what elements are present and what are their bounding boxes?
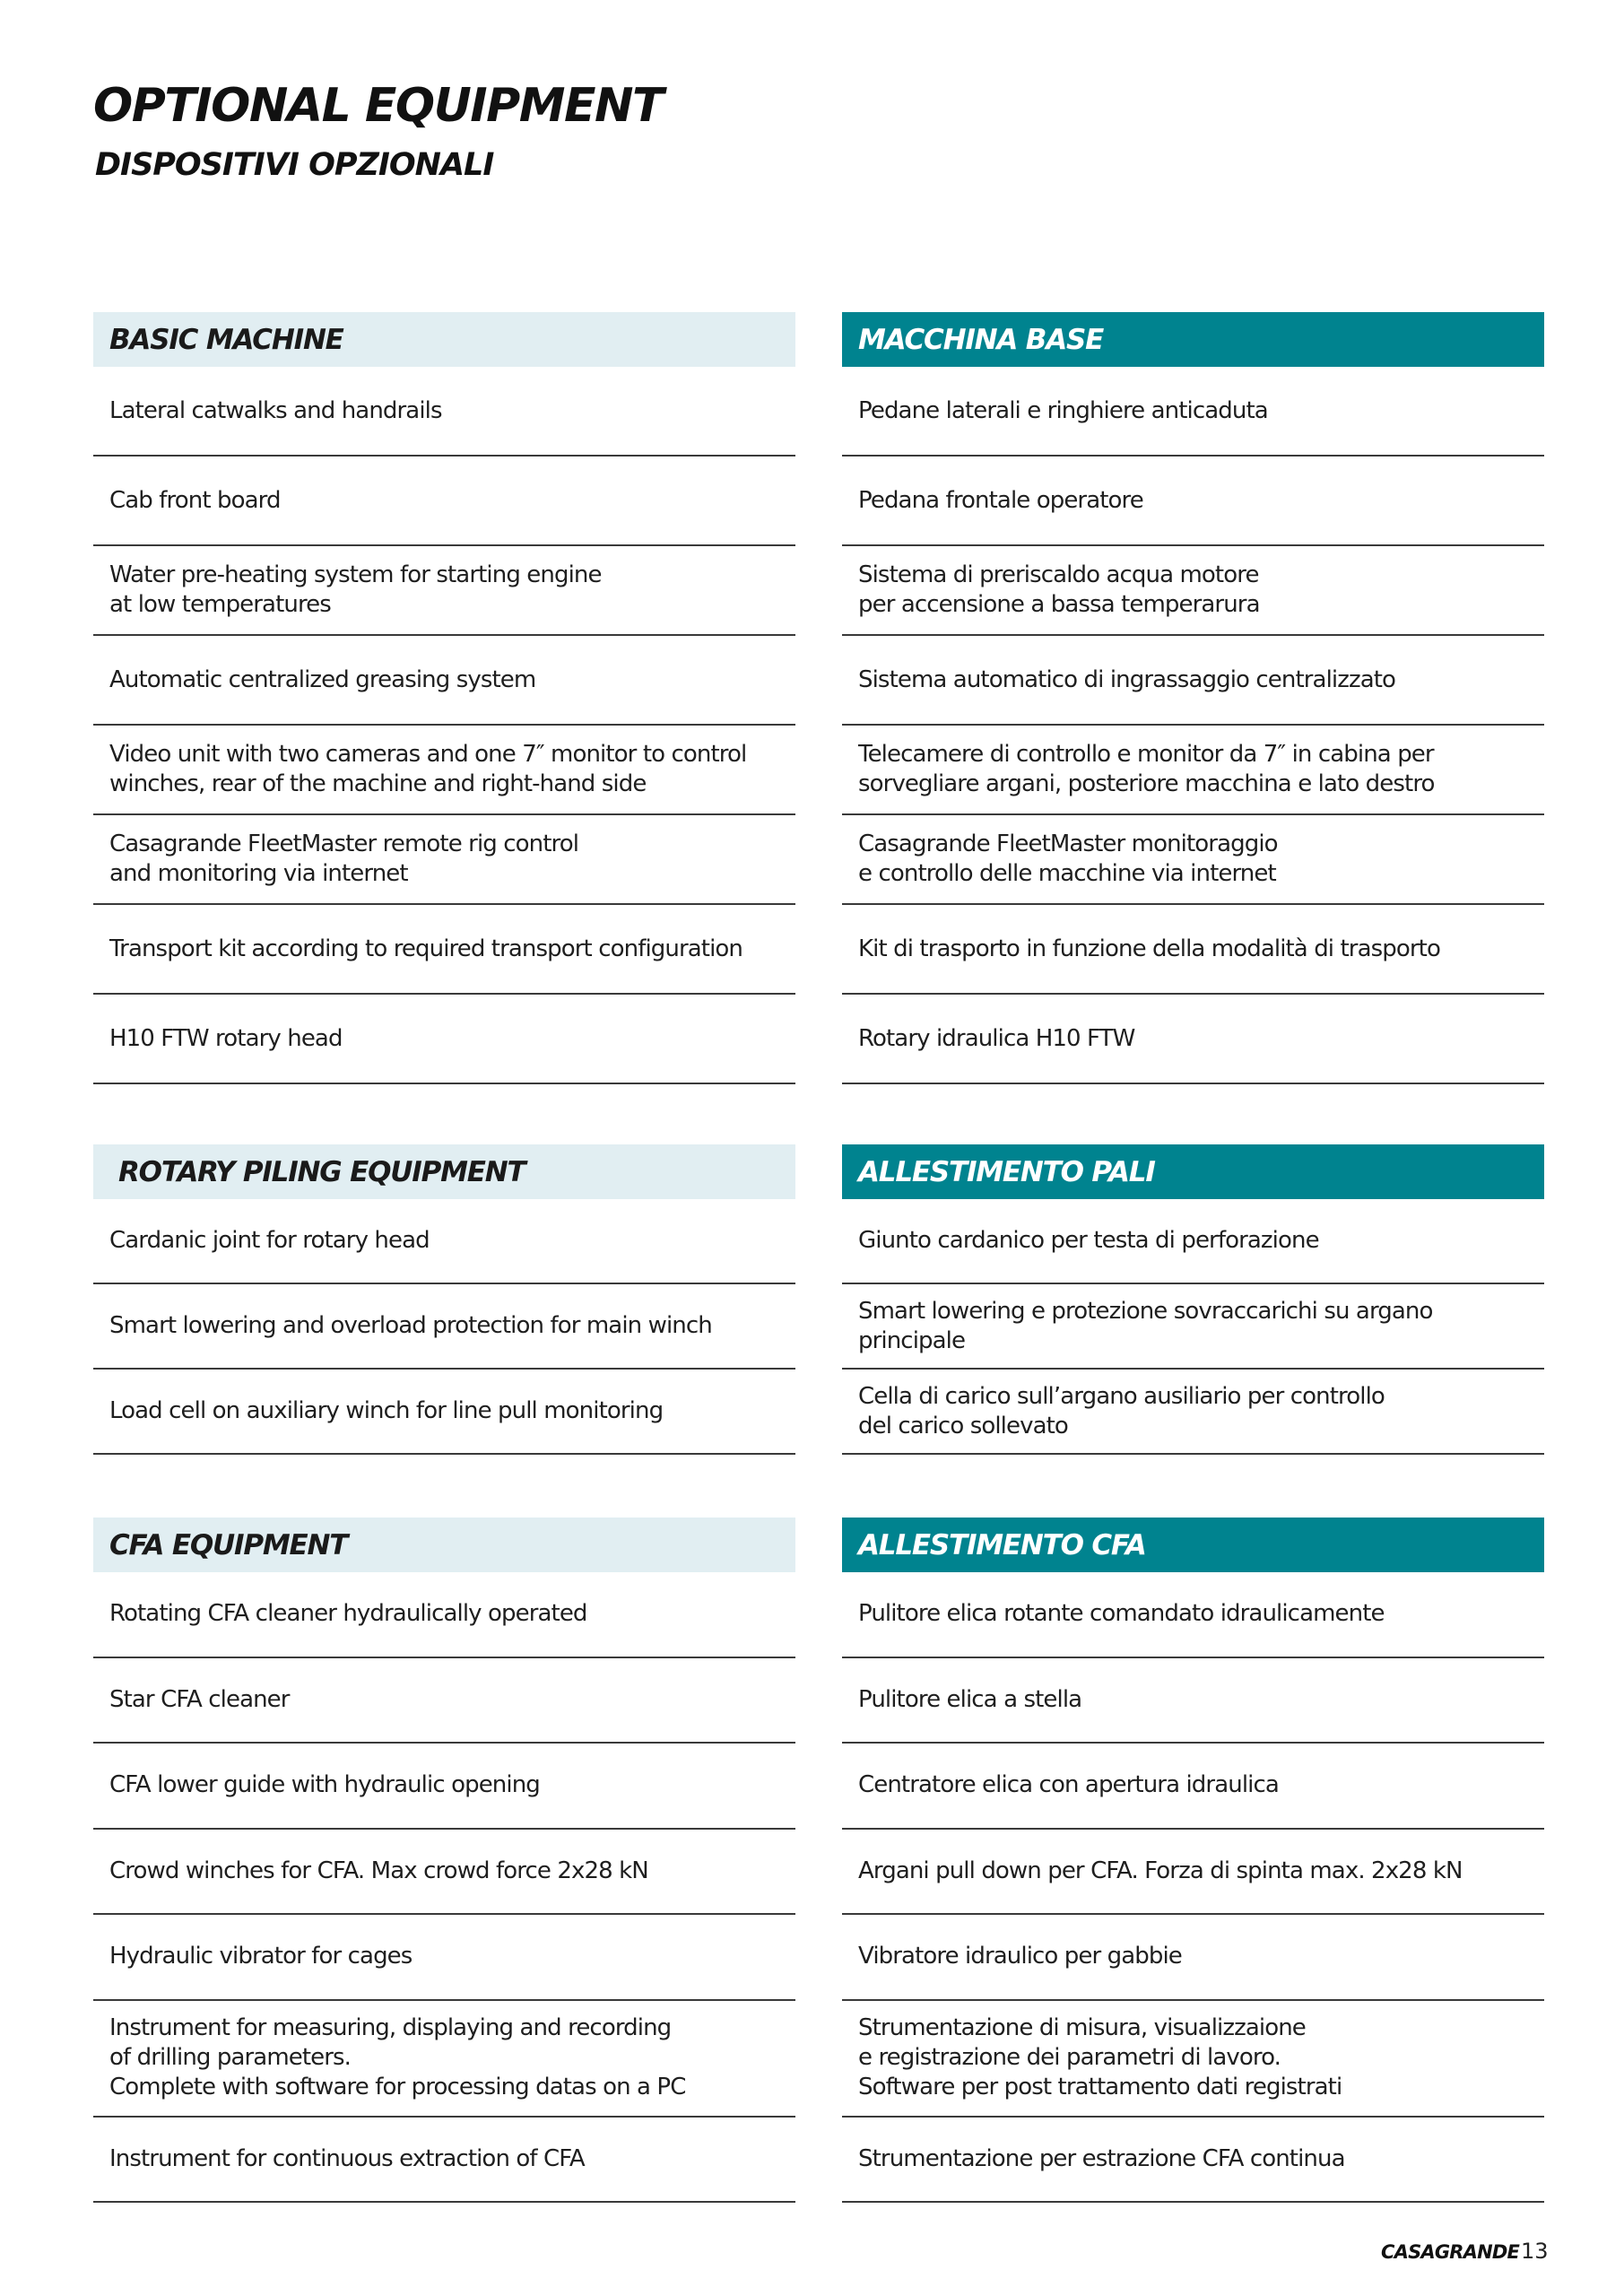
list-item: Casagrande FleetMaster monitoraggio e controllo delle macchine via internet (842, 815, 1544, 905)
page-number: 13 (1521, 2239, 1549, 2264)
list-item: H10 FTW rotary head (93, 995, 795, 1084)
section-heading-it: ALLESTIMENTO PALI (842, 1144, 1544, 1199)
list-item: Automatic centralized greasing system (93, 636, 795, 726)
list-item: Sistema automatico di ingrassaggio centralizzato (842, 636, 1544, 726)
list-item: Rotating CFA cleaner hydraulically operated (93, 1572, 795, 1658)
list-item: Smart lowering e protezione sovraccarichi su argano principale (842, 1284, 1544, 1370)
section-heading-it: MACCHINA BASE (842, 312, 1544, 367)
list-item: Instrument for measuring, displaying and recording of drilling parameters. Complete with software for processing datas on a PC (93, 2001, 795, 2118)
page-subtitle: DISPOSITIVI OPZIONALI (95, 147, 494, 183)
column-italian (842, 1518, 1544, 2203)
list-item: Kit di trasporto in funzione della modalità di trasporto (842, 905, 1544, 995)
list-item: Argani pull down per CFA. Forza di spinta max. 2x28 kN (842, 1830, 1544, 1916)
column-italian (842, 312, 1544, 1084)
column-italian (842, 1144, 1544, 1455)
section-heading-en: CFA EQUIPMENT (93, 1518, 795, 1572)
list-item: Pulitore elica rotante comandato idraulicamente (842, 1572, 1544, 1658)
list-item: Pedana frontale operatore (842, 457, 1544, 546)
list-item: Centratore elica con apertura idraulica (842, 1744, 1544, 1830)
list-item: Cardanic joint for rotary head (93, 1199, 795, 1284)
section-heading-en: ROTARY PILING EQUIPMENT (93, 1144, 795, 1199)
list-item: Cab front board (93, 457, 795, 546)
list-item: Strumentazione di misura, visualizzaione e registrazione dei parametri di lavoro. Software per post trattamento dati registrati (842, 2001, 1544, 2118)
page-title: OPTIONAL EQUIPMENT (93, 79, 664, 133)
section-heading-it: ALLESTIMENTO CFA (842, 1518, 1544, 1572)
list-item: Rotary idraulica H10 FTW (842, 995, 1544, 1084)
list-item: Video unit with two cameras and one 7″ monitor to control winches, rear of the machine and right-hand side (93, 726, 795, 815)
list-item: Vibratore idraulico per gabbie (842, 1915, 1544, 2001)
list-item: Load cell on auxiliary winch for line pull monitoring (93, 1370, 795, 1455)
list-item: Water pre-heating system for starting engine at low temperatures (93, 546, 795, 636)
list-item: Star CFA cleaner (93, 1658, 795, 1744)
column-english (93, 312, 795, 1084)
list-item: Smart lowering and overload protection for main winch (93, 1284, 795, 1370)
list-item: Hydraulic vibrator for cages (93, 1915, 795, 2001)
list-item: Lateral catwalks and handrails (93, 367, 795, 457)
list-item: Sistema di preriscaldo acqua motore per accensione a bassa temperarura (842, 546, 1544, 636)
footer-brand: CASAGRANDE (1381, 2241, 1520, 2263)
list-item: Pedane laterali e ringhiere anticaduta (842, 367, 1544, 457)
list-item: Transport kit according to required transport configuration (93, 905, 795, 995)
list-item: CFA lower guide with hydraulic opening (93, 1744, 795, 1830)
list-item: Cella di carico sull’argano ausiliario per controllo del carico sollevato (842, 1370, 1544, 1455)
list-item: Casagrande FleetMaster remote rig control and monitoring via internet (93, 815, 795, 905)
list-item: Giunto cardanico per testa di perforazione (842, 1199, 1544, 1284)
list-item: Telecamere di controllo e monitor da 7″ in cabina per sorvegliare argani, posteriore macchina e lato destro (842, 726, 1544, 815)
section-heading-en: BASIC MACHINE (93, 312, 795, 367)
list-item: Pulitore elica a stella (842, 1658, 1544, 1744)
column-english (93, 1518, 795, 2203)
column-english (93, 1144, 795, 1455)
list-item: Strumentazione per estrazione CFA continua (842, 2118, 1544, 2204)
list-item: Instrument for continuous extraction of CFA (93, 2118, 795, 2204)
list-item: Crowd winches for CFA. Max crowd force 2x28 kN (93, 1830, 795, 1916)
